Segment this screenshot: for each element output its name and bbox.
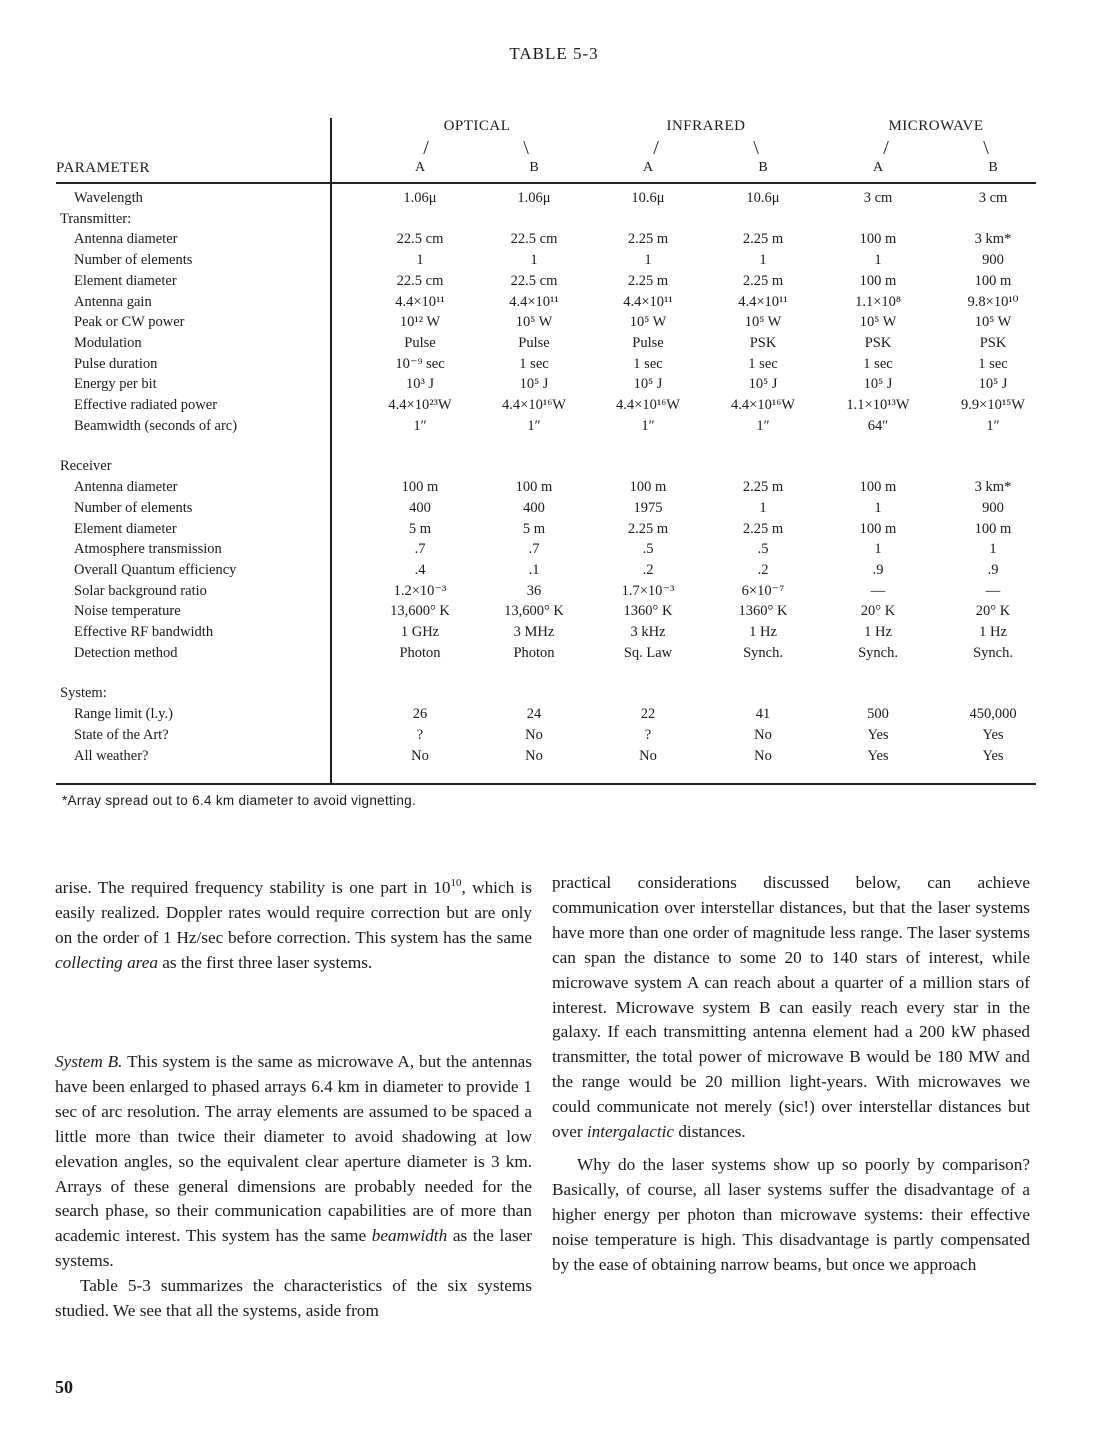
table-cell: 1 bbox=[530, 252, 538, 269]
table-cell: .2 bbox=[642, 561, 654, 578]
table-cell: 100 m bbox=[515, 479, 553, 496]
table-cell: 1975 bbox=[633, 499, 663, 516]
table-cell: 4.4×10¹⁶W bbox=[616, 397, 680, 413]
table-cell: 400 bbox=[409, 499, 431, 516]
table-cell: 100 m bbox=[859, 520, 897, 537]
row-label: Number of elements bbox=[74, 252, 193, 269]
section-title-label: System: bbox=[60, 685, 107, 702]
table-cell: Synch. bbox=[743, 644, 783, 661]
table-cell: Pulse bbox=[632, 334, 664, 351]
table-cell: 22.5 cm bbox=[396, 231, 444, 248]
table-cell: 9.8×10¹⁰ bbox=[967, 293, 1019, 310]
table-cell: 1 sec bbox=[863, 355, 893, 372]
left-column bbox=[55, 871, 532, 976]
table-row bbox=[56, 498, 1036, 518]
row-label: All weather? bbox=[74, 747, 149, 764]
table-cell: PSK bbox=[864, 334, 892, 351]
table-cell: 10⁵ J bbox=[748, 376, 778, 393]
table-cell: 1 sec bbox=[748, 355, 778, 372]
group-bracket-left: / bbox=[653, 137, 659, 159]
row-label: Modulation bbox=[74, 334, 142, 351]
table-cell: 4.4×10¹¹ bbox=[509, 293, 559, 310]
table-row bbox=[56, 250, 1036, 270]
table-cell: No bbox=[639, 747, 657, 764]
table-cell: 1 sec bbox=[633, 355, 663, 372]
row-label: Element diameter bbox=[74, 520, 177, 537]
section-title-label: Receiver bbox=[60, 458, 112, 475]
table-cell: 2.25 m bbox=[742, 479, 784, 496]
row-label: Atmosphere transmission bbox=[74, 541, 222, 558]
table-cell: 1 bbox=[416, 252, 424, 269]
table-cell: 1.06μ bbox=[517, 190, 551, 206]
table-cell: 3 km* bbox=[974, 479, 1012, 496]
table-cell: 1 bbox=[644, 252, 652, 269]
right-column bbox=[552, 871, 1030, 1278]
table-cell: 1″ bbox=[756, 417, 770, 434]
table-cell: 10⁻⁹ sec bbox=[395, 355, 445, 372]
table-cell: 10⁵ J bbox=[978, 376, 1008, 393]
table-cell: Pulse bbox=[404, 334, 436, 351]
table-cell: 1 bbox=[989, 541, 997, 558]
table-row bbox=[56, 539, 1036, 559]
table-cell: 1 Hz bbox=[749, 624, 777, 640]
group-bracket-right: \ bbox=[983, 137, 989, 159]
table-cell: No bbox=[525, 726, 543, 743]
row-label: Detection method bbox=[74, 644, 178, 661]
table-cell: 10⁵ W bbox=[515, 314, 553, 331]
table-cell: 1 bbox=[874, 541, 882, 558]
row-label: Element diameter bbox=[74, 272, 177, 289]
row-label: Effective RF bandwidth bbox=[74, 624, 214, 640]
table-cell: 4.4×10¹⁶W bbox=[502, 397, 566, 413]
left-column-lower bbox=[55, 1050, 532, 1324]
row-label: Overall Quantum efficiency bbox=[74, 561, 237, 578]
table-cell: 10³ J bbox=[405, 376, 435, 393]
table-cell: 100 m bbox=[401, 479, 439, 496]
subcolumn-header: A bbox=[642, 160, 654, 175]
table-cell: 22.5 cm bbox=[510, 272, 558, 289]
table-cell: 10⁵ W bbox=[744, 314, 782, 331]
table-cell: 36 bbox=[526, 582, 542, 599]
table-cell: Yes bbox=[867, 747, 889, 764]
page-number: 50 bbox=[55, 1377, 73, 1397]
table-cell: 1″ bbox=[641, 417, 655, 434]
table-cell: 450,000 bbox=[969, 706, 1017, 723]
table-cell: 1 bbox=[874, 499, 882, 516]
table-cell: 10⁵ W bbox=[859, 314, 897, 331]
row-label: Effective radiated power bbox=[74, 397, 218, 413]
table-row bbox=[56, 725, 1036, 745]
table-cell: Pulse bbox=[518, 334, 550, 351]
row-label: Number of elements bbox=[74, 499, 193, 516]
table-cell: No bbox=[754, 747, 772, 764]
table-row bbox=[56, 704, 1036, 724]
table-cell: .7 bbox=[528, 541, 540, 558]
table-cell: 10¹² W bbox=[399, 314, 441, 331]
table-cell: Synch. bbox=[973, 644, 1013, 661]
section-title bbox=[56, 456, 1036, 476]
table-cell: 100 m bbox=[859, 479, 897, 496]
table-cell: 100 m bbox=[974, 520, 1012, 537]
table-cell: Photon bbox=[513, 644, 555, 661]
table-cell: .5 bbox=[642, 541, 654, 558]
table-cell: 4.4×10¹¹ bbox=[623, 293, 673, 310]
table-cell: 1360° K bbox=[738, 603, 788, 620]
subcolumn-header: A bbox=[872, 160, 884, 175]
table-cell: 100 m bbox=[974, 272, 1012, 289]
paragraph: practical considerations discussed below, can achieve communication over interstellar distances, but that the laser systems have more than one order of magnitude less range. The laser systems can span the distance to some 20 to 140 stars of interest, while microwave system A can reach about a quarter of a million stars of interest. Microwave system B can easily reach every star in the galaxy. If each transmitting antenna element had a 200 kW phased transmitter, the total power of microwave B would be 180 MW and the range would be 20 million light-years. With microwaves we could communicate not merely (sic!) over interstellar distances but over intergalactic distances. bbox=[552, 873, 1030, 1142]
table-row bbox=[56, 622, 1036, 642]
table-cell: 22.5 cm bbox=[510, 231, 558, 248]
table-cell: .4 bbox=[414, 561, 426, 578]
table-cell: Photon bbox=[399, 644, 441, 661]
table-cell: 9.9×10¹⁵W bbox=[961, 397, 1025, 413]
group-header-infrared: INFRARED bbox=[666, 118, 746, 134]
table-cell: 900 bbox=[982, 252, 1004, 269]
table-cell: .7 bbox=[414, 541, 426, 558]
table-cell: .9 bbox=[987, 561, 999, 578]
table-cell: 1.7×10⁻³ bbox=[621, 582, 675, 599]
group-bracket-right: \ bbox=[753, 137, 759, 159]
table-cell: 2.25 m bbox=[627, 520, 669, 537]
table-cell: 500 bbox=[867, 706, 889, 723]
group-bracket-left: / bbox=[883, 137, 889, 159]
table-cell: .5 bbox=[757, 541, 769, 558]
table-row bbox=[56, 416, 1036, 436]
table-row bbox=[56, 643, 1036, 663]
table-row bbox=[56, 271, 1036, 291]
row-label: Peak or CW power bbox=[74, 314, 185, 331]
table-row bbox=[56, 519, 1036, 539]
table-row bbox=[56, 477, 1036, 497]
table-cell: .9 bbox=[872, 561, 884, 578]
table-cell: No bbox=[525, 747, 543, 764]
table-cell: 10.6μ bbox=[631, 190, 665, 206]
table-cell: 10⁵ W bbox=[974, 314, 1012, 331]
table-cell: 2.25 m bbox=[742, 520, 784, 537]
table-cell: 1 GHz bbox=[400, 624, 440, 640]
table-row bbox=[56, 374, 1036, 394]
paragraph: Table 5-3 summarizes the characteristics of the six systems studied. We see that all the systems, aside from bbox=[55, 1276, 532, 1321]
table-row bbox=[56, 229, 1036, 249]
subcolumn-header: A bbox=[414, 160, 426, 175]
table-cell: 1 bbox=[874, 252, 882, 269]
table-bottom-rule bbox=[56, 783, 1036, 785]
table-cell: 4.4×10¹¹ bbox=[395, 293, 445, 310]
table-cell: 1 sec bbox=[978, 355, 1008, 372]
parameter-column-header: PARAMETER bbox=[56, 160, 150, 176]
table-row bbox=[56, 581, 1036, 601]
table-cell: No bbox=[754, 726, 772, 743]
table-row bbox=[56, 312, 1036, 332]
table-cell: 100 m bbox=[859, 231, 897, 248]
subcolumn-header: B bbox=[988, 160, 998, 175]
table-cell: 13,600° K bbox=[390, 603, 450, 620]
table-cell: — bbox=[870, 582, 886, 599]
table-cell: 1.1×10⁸ bbox=[855, 293, 901, 310]
table-cell: ? bbox=[644, 726, 652, 743]
row-label: Pulse duration bbox=[74, 355, 158, 372]
table-cell: 100 m bbox=[629, 479, 667, 496]
table-cell: 2.25 m bbox=[627, 272, 669, 289]
table-cell: 1360° K bbox=[623, 603, 673, 620]
table-cell: 1.2×10⁻³ bbox=[393, 582, 447, 599]
table-cell: 1 sec bbox=[519, 355, 549, 372]
table-cell: 2.25 m bbox=[742, 231, 784, 248]
table-cell: 10⁵ J bbox=[863, 376, 893, 393]
table-cell: 4.4×10¹⁶W bbox=[731, 397, 795, 413]
table-cell: 2.25 m bbox=[742, 272, 784, 289]
table-cell: 22 bbox=[640, 706, 656, 723]
table-cell: — bbox=[985, 582, 1001, 599]
table-cell: 41 bbox=[755, 706, 771, 723]
table-cell: 4.4×10²³W bbox=[388, 397, 452, 413]
section-title bbox=[56, 209, 1036, 229]
paragraph: System B. This system is the same as microwave A, but the antennas have been enlarged to phased arrays 6.4 km in diameter to provide 1 sec of arc resolution. The array elements are assumed to be spaced a little more than twice their diameter to avoid shadowing at low elevation angles, so the equivalent clear aperture diameter is 3 km. Arrays of these general dimensions are probably needed for the search phase, so their communication capabilities are of more than academic interest. This system has the same beamwidth as the laser systems. bbox=[55, 1052, 532, 1271]
row-label: Energy per bit bbox=[74, 376, 157, 393]
table-cell: 3 cm bbox=[863, 190, 893, 206]
row-label: Noise temperature bbox=[74, 603, 181, 620]
table-cell: 22.5 cm bbox=[396, 272, 444, 289]
row-label: Antenna diameter bbox=[74, 231, 178, 248]
table-row bbox=[56, 560, 1036, 580]
table-header-rule bbox=[56, 182, 1036, 184]
row-label: Solar background ratio bbox=[74, 582, 207, 599]
table-cell: Yes bbox=[982, 747, 1004, 764]
table-cell: 900 bbox=[982, 499, 1004, 516]
table-cell: Synch. bbox=[858, 644, 898, 661]
table-cell: 2.25 m bbox=[627, 231, 669, 248]
parameter-table bbox=[56, 112, 1036, 787]
table-cell: 3 MHz bbox=[513, 624, 555, 640]
table-cell: 3 kHz bbox=[630, 624, 666, 640]
table-cell: 1.1×10¹³W bbox=[846, 397, 910, 413]
table-cell: 1″ bbox=[986, 417, 1000, 434]
paragraph: Why do the laser systems show up so poorly by comparison? Basically, of course, all laser systems suffer the disadvantage of a higher energy per photon than microwave systems: their effective noise temperature is high. This disadvantage is partly compensated by the ease of obtaining narrow beams, but once we approach bbox=[552, 1154, 1030, 1274]
table-cell: 100 m bbox=[859, 272, 897, 289]
table-cell: 400 bbox=[523, 499, 545, 516]
table-cell: Sq. Law bbox=[623, 644, 673, 661]
table-cell: 1″ bbox=[413, 417, 427, 434]
table-cell: .1 bbox=[528, 561, 540, 578]
table-cell: PSK bbox=[749, 334, 777, 351]
row-label: Wavelength bbox=[74, 190, 143, 206]
table-footnote: *Array spread out to 6.4 km diameter to avoid vignetting. bbox=[62, 793, 417, 808]
table-cell: .2 bbox=[757, 561, 769, 578]
table-cell: 20° K bbox=[860, 603, 896, 620]
table-cell: 3 km* bbox=[974, 231, 1012, 248]
subcolumn-header: B bbox=[529, 160, 539, 175]
table-row bbox=[56, 354, 1036, 374]
table-cell: 64″ bbox=[867, 417, 889, 434]
row-label: Antenna diameter bbox=[74, 479, 178, 496]
table-row bbox=[56, 188, 1036, 208]
section-title bbox=[56, 683, 1036, 703]
table-cell: 1 bbox=[759, 499, 767, 516]
table-cell: No bbox=[411, 747, 429, 764]
section-title-label: Transmitter: bbox=[60, 210, 132, 227]
table-cell: 10⁵ J bbox=[633, 376, 663, 393]
table-cell: 1 Hz bbox=[864, 624, 892, 640]
row-label: Range limit (l.y.) bbox=[74, 706, 173, 723]
table-title: TABLE 5-3 bbox=[509, 44, 599, 63]
group-bracket-left: / bbox=[423, 137, 429, 159]
table-cell: 3 cm bbox=[978, 190, 1008, 206]
row-label: State of the Art? bbox=[74, 726, 169, 743]
table-cell: ? bbox=[416, 726, 424, 743]
table-cell: PSK bbox=[979, 334, 1007, 351]
table-row bbox=[56, 746, 1036, 766]
table-row bbox=[56, 395, 1036, 415]
table-cell: 5 m bbox=[408, 520, 432, 537]
subcolumn-header: B bbox=[758, 160, 768, 175]
paragraph: arise. The required frequency stability is one part in $10^{10}$, which is easily realized. Doppler rates would require correction but are only on the order of 1 Hz/sec before correction. This system has the same collecting area as the first three laser systems. bbox=[55, 877, 533, 972]
table-cell: 6×10⁻⁷ bbox=[741, 582, 785, 599]
table-row bbox=[56, 333, 1036, 353]
table-row bbox=[56, 601, 1036, 621]
table-cell: 13,600° K bbox=[504, 603, 564, 620]
table-cell: Yes bbox=[982, 726, 1004, 743]
table-cell: 24 bbox=[526, 706, 542, 723]
table-cell: 1.06μ bbox=[403, 190, 437, 206]
table-cell: Yes bbox=[867, 726, 889, 743]
table-row bbox=[56, 292, 1036, 312]
table-cell: 1 Hz bbox=[979, 624, 1007, 640]
table-cell: 10.6μ bbox=[746, 190, 780, 206]
table-cell: 26 bbox=[412, 706, 428, 723]
table-cell: 5 m bbox=[522, 520, 546, 537]
group-header-optical: OPTICAL bbox=[443, 118, 511, 134]
row-label: Antenna gain bbox=[74, 293, 152, 310]
table-cell: 20° K bbox=[975, 603, 1011, 620]
table-cell: 4.4×10¹¹ bbox=[738, 293, 788, 310]
table-cell: 1 bbox=[759, 252, 767, 269]
table-cell: 10⁵ W bbox=[629, 314, 667, 331]
table-cell: 1″ bbox=[527, 417, 541, 434]
group-bracket-right: \ bbox=[523, 137, 529, 159]
row-label: Beamwidth (seconds of arc) bbox=[74, 417, 238, 434]
group-header-microwave: MICROWAVE bbox=[888, 118, 984, 134]
table-cell: 10⁵ J bbox=[519, 376, 549, 393]
